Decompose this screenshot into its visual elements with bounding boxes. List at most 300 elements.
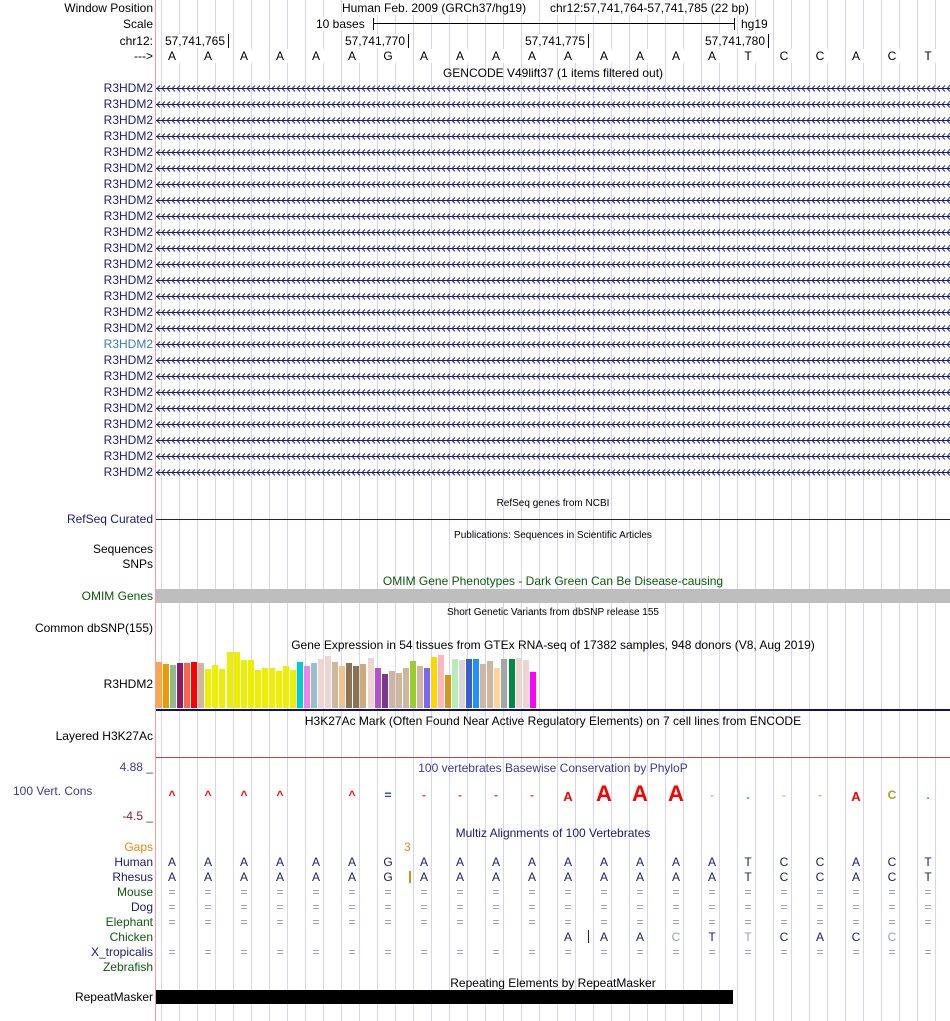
- alignment-base: T: [744, 930, 752, 944]
- alignment-base: A: [167, 870, 176, 884]
- base-8: A: [452, 49, 468, 63]
- alignment-base: =: [852, 885, 860, 899]
- gencode-transcript-label[interactable]: R3HDM2: [103, 129, 153, 143]
- alignment-base: =: [924, 945, 932, 959]
- alignment-base: A: [671, 855, 680, 869]
- alignment-base: A: [815, 930, 824, 944]
- label-layered-h3k27ac[interactable]: Layered H3K27Ac: [55, 729, 153, 743]
- alignment-base: A: [671, 870, 680, 884]
- gtex-tissue-bar[interactable]: [382, 674, 388, 708]
- alignment-base: =: [780, 885, 788, 899]
- species-label-dog[interactable]: Dog: [130, 900, 153, 914]
- alignment-base: =: [816, 900, 824, 914]
- alignment-base: =: [456, 900, 464, 914]
- gencode-transcript-label[interactable]: R3HDM2: [103, 113, 153, 127]
- gtex-tissue-bar[interactable]: [339, 666, 345, 708]
- gtex-tissue-bar[interactable]: [375, 668, 381, 708]
- gtex-tissue-bar[interactable]: [332, 662, 338, 708]
- alignment-base: T: [708, 930, 716, 944]
- gencode-transcript-line[interactable]: [156, 261, 950, 268]
- base-12: A: [596, 49, 612, 63]
- gtex-tissue-bar[interactable]: [452, 659, 458, 708]
- gtex-tissue-bar[interactable]: [473, 659, 479, 708]
- alignment-base: =: [204, 900, 212, 914]
- gtex-tissue-bar[interactable]: [438, 655, 444, 708]
- label-100-vert-cons[interactable]: 100 Vert. Cons: [13, 784, 93, 798]
- alignment-base: =: [168, 900, 176, 914]
- alignment-base: =: [816, 885, 824, 899]
- alignment-base: G: [383, 855, 393, 869]
- gencode-transcript-line[interactable]: [156, 85, 950, 92]
- gencode-transcript-label[interactable]: R3HDM2: [103, 97, 153, 111]
- alignment-base: =: [708, 900, 716, 914]
- alignment-base: =: [276, 915, 284, 929]
- multiz-title[interactable]: Multiz Alignments of 100 Vertebrates: [455, 826, 651, 840]
- label-sequences[interactable]: Sequences: [92, 542, 153, 556]
- gtex-tissue-bar[interactable]: [241, 660, 247, 708]
- dbsnp-title[interactable]: Short Genetic Variants from dbSNP release 155: [447, 607, 659, 618]
- gtex-tissue-bar[interactable]: [283, 666, 289, 708]
- alignment-base: T: [744, 870, 752, 884]
- gencode-transcript-label[interactable]: R3HDM2: [103, 321, 153, 335]
- alignment-base: =: [492, 900, 500, 914]
- gencode-transcript-label[interactable]: R3HDM2: [103, 465, 153, 479]
- gencode-transcript-line[interactable]: [156, 405, 950, 412]
- label-scale: Scale: [122, 17, 153, 31]
- base-19: A: [848, 49, 864, 63]
- alignment-base: A: [455, 870, 464, 884]
- alignment-base: =: [312, 915, 320, 929]
- gencode-transcript-line[interactable]: [156, 149, 950, 156]
- gtex-tissue-bar[interactable]: [389, 671, 395, 708]
- phylop-logo: ^: [168, 788, 176, 802]
- alignment-base: =: [240, 945, 248, 959]
- alignment-base: =: [924, 915, 932, 929]
- scale-label: 10 bases: [316, 17, 365, 31]
- alignment-base: =: [312, 945, 320, 959]
- repeatmasker-title[interactable]: Repeating Elements by RepeatMasker: [450, 976, 656, 990]
- alignment-base: =: [780, 945, 788, 959]
- phylop-logo: ^: [204, 788, 212, 802]
- gtex-tissue-bar[interactable]: [184, 663, 190, 708]
- alignment-base: =: [780, 915, 788, 929]
- gtex-tissue-bar[interactable]: [276, 671, 282, 708]
- gtex-tissue-bar[interactable]: [248, 660, 254, 708]
- gtex-tissue-bar[interactable]: [417, 666, 423, 708]
- gtex-tissue-bar[interactable]: [269, 668, 275, 708]
- gencode-transcript-label[interactable]: R3HDM2: [103, 305, 153, 319]
- label-repeatmasker[interactable]: RepeatMasker: [74, 990, 153, 1004]
- gencode-transcript-line[interactable]: [156, 165, 950, 172]
- gtex-tissue-bar[interactable]: [311, 663, 317, 708]
- alignment-base: A: [347, 855, 356, 869]
- label-common-dbsnp[interactable]: Common dbSNP(155): [34, 621, 153, 635]
- phylop-logo: .: [746, 788, 750, 802]
- alignment-base: =: [348, 945, 356, 959]
- alignment-base: =: [384, 900, 392, 914]
- alignment-base: =: [492, 885, 500, 899]
- gencode-transcript-label[interactable]: R3HDM2: [103, 257, 153, 271]
- gtex-tissue-bar[interactable]: [368, 658, 374, 708]
- gencode-transcript-line[interactable]: [156, 437, 950, 444]
- phylop-logo: -: [530, 788, 534, 802]
- alignment-base: =: [816, 915, 824, 929]
- gtex-tissue-bar[interactable]: [424, 668, 430, 708]
- alignment-base: A: [347, 870, 356, 884]
- gtex-tissue-bar[interactable]: [403, 668, 409, 708]
- base-10: A: [524, 49, 540, 63]
- h3k27ac-title[interactable]: H3K27Ac Mark (Often Found Near Active Regulatory Elements) on 7 cell lines from ENCODE: [304, 714, 802, 728]
- alignment-base: =: [492, 945, 500, 959]
- gencode-transcript-line[interactable]: [156, 357, 950, 364]
- gencode-transcript-label[interactable]: R3HDM2: [103, 241, 153, 255]
- species-label-x_tropicalis[interactable]: X_tropicalis: [90, 945, 153, 959]
- alignment-base: A: [491, 870, 500, 884]
- alignment-base: =: [564, 945, 572, 959]
- alignment-base: =: [744, 900, 752, 914]
- gtex-tissue-bar[interactable]: [205, 669, 211, 708]
- phylop-logo: C: [887, 788, 897, 802]
- species-label-human[interactable]: Human: [114, 855, 153, 869]
- base-0: A: [164, 49, 180, 63]
- alignment-base: =: [888, 915, 896, 929]
- alignment-base: =: [816, 945, 824, 959]
- gencode-transcript-line[interactable]: [156, 453, 950, 460]
- alignment-base: =: [204, 915, 212, 929]
- alignment-base: A: [599, 870, 608, 884]
- alignment-base: =: [852, 945, 860, 959]
- phylop-logo: A: [596, 781, 612, 806]
- chicken-gap-marker: [588, 930, 589, 943]
- gencode-transcript-line[interactable]: [156, 133, 950, 140]
- alignment-base: T: [924, 855, 932, 869]
- base-9: A: [488, 49, 504, 63]
- phylop-logo: ^: [348, 788, 356, 802]
- label-chr: chr12:: [119, 34, 153, 48]
- gencode-transcript-label[interactable]: R3HDM2: [103, 177, 153, 191]
- gtex-tissue-bar[interactable]: [297, 662, 303, 708]
- base-13: A: [632, 49, 648, 63]
- gencode-transcript-label[interactable]: R3HDM2: [103, 385, 153, 399]
- alignment-base: A: [563, 870, 572, 884]
- alignment-base: A: [707, 870, 716, 884]
- gtex-bar-chart[interactable]: [156, 648, 556, 708]
- alignment-base: =: [888, 900, 896, 914]
- gtex-tissue-bar[interactable]: [410, 661, 416, 708]
- label-window-position: Window Position: [64, 1, 153, 15]
- h3k27ac-line: [156, 757, 950, 758]
- gencode-transcript-label[interactable]: R3HDM2: [103, 193, 153, 207]
- alignment-base: =: [168, 945, 176, 959]
- gtex-tissue-bar[interactable]: [459, 660, 465, 708]
- gencode-transcript-label[interactable]: R3HDM2: [103, 433, 153, 447]
- species-label-chicken[interactable]: Chicken: [109, 930, 153, 944]
- gtex-tissue-bar[interactable]: [487, 661, 493, 708]
- alignment-base: C: [779, 930, 789, 944]
- alignment-base: A: [167, 855, 176, 869]
- gencode-transcript-label[interactable]: R3HDM2: [103, 449, 153, 463]
- omim-title[interactable]: OMIM Gene Phenotypes - Dark Green Can Be Disease-causing: [382, 574, 724, 588]
- alignment-base: A: [419, 855, 428, 869]
- gencode-transcript-label[interactable]: R3HDM2: [103, 225, 153, 239]
- phylop-logo: .: [926, 788, 930, 802]
- alignment-base: =: [528, 900, 536, 914]
- gtex-tissue-bar[interactable]: [480, 664, 486, 708]
- alignment-base: =: [420, 900, 428, 914]
- gtex-tissue-bar[interactable]: [353, 666, 359, 708]
- alignment-base: =: [204, 885, 212, 899]
- gencode-transcript-line[interactable]: [156, 293, 950, 300]
- gencode-transcript-label[interactable]: R3HDM2: [103, 273, 153, 287]
- gtex-tissue-bar[interactable]: [219, 669, 225, 708]
- alignment-base: =: [456, 945, 464, 959]
- alignment-base: A: [563, 855, 572, 869]
- alignment-base: A: [275, 855, 284, 869]
- alignment-base: =: [420, 885, 428, 899]
- gtex-tissue-bar[interactable]: [156, 662, 162, 708]
- base-11: A: [560, 49, 576, 63]
- gtex-tissue-bar[interactable]: [431, 657, 437, 708]
- alignment-base: =: [636, 915, 644, 929]
- base-17: C: [776, 49, 792, 63]
- base-1: A: [200, 49, 216, 63]
- alignment-base: =: [312, 885, 320, 899]
- alignment-base: A: [275, 870, 284, 884]
- label-omim-genes[interactable]: OMIM Genes: [81, 589, 153, 603]
- alignment-base: =: [672, 885, 680, 899]
- base-7: A: [416, 49, 432, 63]
- alignment-base: =: [600, 900, 608, 914]
- gencode-transcript-line[interactable]: [156, 181, 950, 188]
- label-gtex[interactable]: R3HDM2: [103, 677, 153, 691]
- gencode-transcript-line[interactable]: [156, 245, 950, 252]
- label-snps[interactable]: SNPs: [122, 557, 153, 571]
- phylop-logo: -: [710, 788, 714, 802]
- alignment-base: =: [636, 945, 644, 959]
- omim-gene-bar[interactable]: [156, 589, 950, 603]
- gencode-transcript-label[interactable]: R3HDM2: [103, 369, 153, 383]
- gencode-transcript-line[interactable]: [156, 325, 950, 332]
- phylop-ymin: -4.5 _: [122, 809, 153, 823]
- alignment-base: A: [455, 855, 464, 869]
- alignment-base: A: [203, 855, 212, 869]
- gtex-tissue-bar[interactable]: [304, 666, 310, 708]
- gencode-transcript-label[interactable]: R3HDM2: [103, 353, 153, 367]
- alignment-base: =: [168, 915, 176, 929]
- species-label-rhesus[interactable]: Rhesus: [112, 870, 153, 884]
- repeat-element-bar[interactable]: [156, 990, 733, 1004]
- gtex-tissue-bar[interactable]: [191, 662, 197, 708]
- phylop-logo: A: [851, 789, 861, 804]
- gtex-tissue-bar[interactable]: [318, 659, 324, 708]
- base-16: T: [740, 49, 756, 63]
- label-strand[interactable]: --->: [134, 49, 153, 63]
- gencode-transcript-line[interactable]: [156, 229, 950, 236]
- gencode-transcript-label[interactable]: R3HDM2: [103, 81, 153, 95]
- gencode-transcript-line[interactable]: [156, 197, 950, 204]
- gtex-tissue-bar[interactable]: [198, 663, 204, 708]
- alignment-base: C: [779, 870, 789, 884]
- gtex-tissue-bar[interactable]: [494, 668, 500, 708]
- alignment-base: A: [599, 855, 608, 869]
- phylop-ymax: 4.88 _: [119, 760, 153, 774]
- base-21: T: [920, 49, 936, 63]
- species-label-elephant[interactable]: Elephant: [105, 915, 153, 929]
- gencode-transcript-label[interactable]: R3HDM2: [103, 145, 153, 159]
- gencode-transcript-line[interactable]: [156, 341, 950, 348]
- phylop-logo: A: [668, 781, 684, 806]
- phylop-logo: A: [563, 789, 573, 804]
- phylop-logo: -: [494, 788, 498, 802]
- gtex-tissue-bar[interactable]: [501, 659, 507, 708]
- gtex-tissue-bar[interactable]: [177, 663, 183, 708]
- alignment-base: =: [384, 915, 392, 929]
- alignment-base: =: [348, 885, 356, 899]
- gtex-tissue-bar[interactable]: [255, 670, 261, 708]
- alignment-base: A: [491, 855, 500, 869]
- alignment-base: A: [563, 930, 572, 944]
- alignment-base: A: [527, 855, 536, 869]
- base-20: C: [884, 49, 900, 63]
- base-3: A: [272, 49, 288, 63]
- alignment-base: =: [276, 945, 284, 959]
- window-position: chr12:57,741,764-57,741,785 (22 bp): [550, 1, 749, 15]
- refseq-title[interactable]: RefSeq genes from NCBI: [496, 498, 610, 509]
- alignment-base: =: [276, 900, 284, 914]
- alignment-base: =: [708, 885, 716, 899]
- base-2: A: [236, 49, 252, 63]
- gencode-transcript-line[interactable]: [156, 101, 950, 108]
- base-18: C: [812, 49, 828, 63]
- phylop-logo: -: [782, 788, 786, 802]
- gencode-transcript-label[interactable]: R3HDM2: [103, 417, 153, 431]
- species-label-mouse[interactable]: Mouse: [116, 885, 153, 899]
- label-refseq-curated[interactable]: RefSeq Curated: [66, 512, 153, 526]
- gencode-transcript-line[interactable]: [156, 277, 950, 284]
- gencode-transcript-line[interactable]: [156, 389, 950, 396]
- alignment-base: =: [888, 885, 896, 899]
- refseq-gene-line[interactable]: [156, 519, 950, 520]
- alignment-base: A: [311, 870, 320, 884]
- gencode-transcript-label[interactable]: R3HDM2: [103, 209, 153, 223]
- alignment-base: =: [348, 900, 356, 914]
- phylop-logo: =: [384, 788, 392, 802]
- phylop-title[interactable]: 100 vertebrates Basewise Conservation by PhyloP: [418, 761, 688, 775]
- alignment-base: A: [635, 930, 644, 944]
- alignment-base: =: [276, 885, 284, 899]
- phylop-logo: ^: [240, 788, 248, 802]
- gencode-title[interactable]: GENCODE V49lift37 (1 items filtered out): [442, 66, 664, 80]
- gencode-transcript-line[interactable]: [156, 213, 950, 220]
- alignment-base: =: [600, 915, 608, 929]
- alignment-base: =: [600, 945, 608, 959]
- alignment-base: =: [672, 945, 680, 959]
- gtex-tissue-bar[interactable]: [466, 659, 472, 708]
- alignment-base: =: [744, 915, 752, 929]
- gtex-tissue-bar[interactable]: [346, 663, 352, 708]
- gencode-transcript-label[interactable]: R3HDM2: [103, 289, 153, 303]
- gencode-transcript-label[interactable]: R3HDM2: [103, 161, 153, 175]
- gtex-tissue-bar[interactable]: [396, 673, 402, 708]
- alignment-base: C: [887, 930, 897, 944]
- base-4: A: [308, 49, 324, 63]
- gtex-tissue-bar[interactable]: [234, 652, 240, 708]
- gtex-tissue-bar[interactable]: [523, 660, 529, 708]
- species-label-zebrafish[interactable]: Zebrafish: [102, 960, 153, 974]
- gtex-tissue-bar[interactable]: [325, 656, 331, 708]
- publications-title[interactable]: Publications: Sequences in Scientific Articles: [454, 530, 652, 541]
- alignment-base: C: [887, 855, 897, 869]
- phylop-logo: -: [458, 788, 462, 802]
- gtex-tissue-bar[interactable]: [360, 664, 366, 708]
- alignment-base: T: [924, 870, 932, 884]
- alignment-base: =: [348, 915, 356, 929]
- alignment-base: A: [707, 855, 716, 869]
- alignment-base: =: [708, 915, 716, 929]
- scale-db: hg19: [741, 17, 768, 31]
- gencode-transcript-line[interactable]: [156, 421, 950, 428]
- alignment-base: =: [564, 885, 572, 899]
- gtex-tissue-bar[interactable]: [509, 659, 515, 708]
- phylop-logo: ^: [276, 788, 284, 802]
- scale-bar: [373, 18, 735, 30]
- ruler-tick-label: 57,741,775: [525, 34, 589, 48]
- alignment-base: =: [600, 885, 608, 899]
- alignment-base: A: [527, 870, 536, 884]
- alignment-base: =: [168, 885, 176, 899]
- gtex-tissue-bar[interactable]: [170, 665, 176, 708]
- ruler-tick-label: 57,741,765: [165, 34, 229, 48]
- alignment-base: A: [203, 870, 212, 884]
- alignment-base: =: [528, 885, 536, 899]
- alignment-base: =: [240, 900, 248, 914]
- gencode-transcript-line[interactable]: [156, 117, 950, 124]
- gap-count: 3: [404, 840, 411, 854]
- gtex-tissue-bar[interactable]: [163, 664, 169, 708]
- gencode-transcript-label[interactable]: R3HDM2: [103, 401, 153, 415]
- gtex-tissue-bar[interactable]: [516, 658, 522, 708]
- gtex-tissue-bar[interactable]: [212, 665, 218, 708]
- gtex-tissue-bar[interactable]: [290, 670, 296, 708]
- alignment-base: A: [635, 855, 644, 869]
- alignment-base: A: [851, 855, 860, 869]
- gtex-tissue-bar[interactable]: [445, 675, 451, 708]
- gencode-transcript-label[interactable]: R3HDM2: [103, 337, 153, 351]
- gtex-tissue-bar[interactable]: [262, 668, 268, 708]
- label-gaps: Gaps: [124, 840, 153, 854]
- gtex-tissue-bar[interactable]: [227, 652, 233, 708]
- gtex-title[interactable]: Gene Expression in 54 tissues from GTEx RNA-seq of 17382 samples, 948 donors (V8, Aug 2019): [291, 638, 815, 652]
- alignment-base: =: [204, 945, 212, 959]
- gtex-tissue-bar[interactable]: [530, 672, 536, 708]
- alignment-base: C: [887, 870, 897, 884]
- alignment-base: A: [599, 930, 608, 944]
- alignment-base: C: [815, 855, 825, 869]
- alignment-base: =: [888, 945, 896, 959]
- phylop-logo: A: [632, 781, 648, 806]
- alignment-base: A: [239, 870, 248, 884]
- alignment-base: A: [635, 870, 644, 884]
- gencode-transcript-line[interactable]: [156, 469, 950, 476]
- alignment-base: =: [312, 900, 320, 914]
- gencode-transcript-line[interactable]: [156, 373, 950, 380]
- alignment-base: =: [780, 900, 788, 914]
- gencode-transcript-line[interactable]: [156, 309, 950, 316]
- alignment-base: =: [528, 945, 536, 959]
- alignment-base: A: [851, 870, 860, 884]
- alignment-base: C: [851, 930, 861, 944]
- base-6: G: [380, 49, 396, 63]
